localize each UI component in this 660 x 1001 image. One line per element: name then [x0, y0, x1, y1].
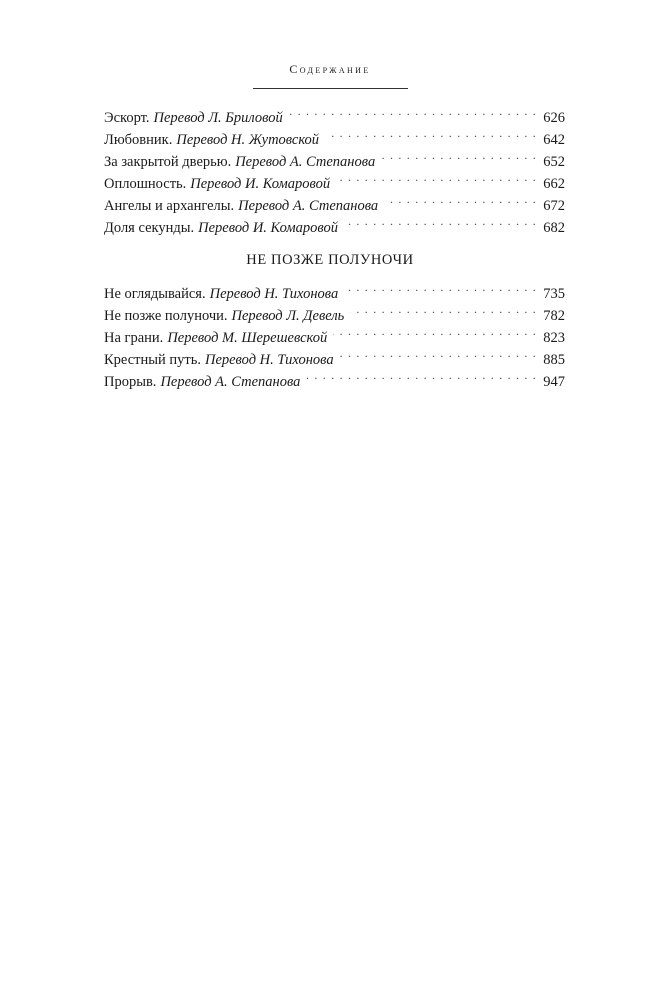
entry-title: Ангелы и архангелы. [104, 198, 235, 214]
entry-page-number: 662 [543, 176, 565, 192]
entry-translator: Перевод Л. Бриловой [153, 110, 283, 126]
entry-page-number: 823 [543, 330, 565, 346]
entry-title: Любовник. [104, 132, 173, 148]
entry-page-number: 642 [543, 132, 565, 148]
running-head [0, 62, 660, 77]
entry-title: На грани. [104, 330, 164, 346]
entry-translator: Перевод А. Степанова [235, 154, 376, 170]
running-head-text: Содержание [289, 62, 371, 76]
entry-translator: Перевод А. Степанова [160, 374, 301, 390]
toc-entry[interactable] [104, 100, 565, 126]
toc-part-1 [104, 100, 565, 236]
entry-translator: Перевод Н. Тихонова [204, 352, 334, 368]
entry-page-number: 782 [543, 308, 565, 324]
dot-leader [289, 100, 537, 122]
section-title: НЕ ПОЗЖЕ ПОЛУНОЧИ [246, 252, 414, 268]
entry-translator: Перевод И. Комаровой [190, 176, 331, 192]
entry-translator: Перевод А. Степанова [238, 198, 379, 214]
entry-translator: Перевод Н. Жутовской [176, 132, 320, 148]
dot-leader [344, 276, 537, 298]
dot-leader [340, 342, 537, 364]
entry-page-number: 652 [543, 154, 565, 170]
toc-entry[interactable] [104, 276, 565, 302]
entry-page-number: 682 [543, 220, 565, 236]
toc-part-2 [104, 276, 565, 390]
entry-page-number: 626 [543, 110, 565, 126]
entry-page-number: 947 [543, 374, 565, 390]
entry-title: Не оглядывайся. [104, 286, 206, 302]
entry-title: Эскорт. [104, 110, 150, 126]
entry-translator: Перевод Л. Девель [231, 308, 345, 324]
entry-translator: Перевод И. Комаровой [198, 220, 338, 236]
entry-page-number: 672 [543, 198, 565, 214]
entry-title: Крестный путь. [104, 352, 201, 368]
dot-leader [344, 210, 537, 232]
entry-title: Оплошность. [104, 176, 187, 192]
dot-leader [333, 320, 537, 342]
dot-leader [336, 166, 537, 188]
dot-leader [306, 364, 537, 386]
dot-leader [350, 298, 537, 320]
dot-leader [381, 144, 537, 166]
entry-translator: Перевод Н. Тихонова [209, 286, 339, 302]
entry-page-number: 735 [543, 286, 565, 302]
toc-entry[interactable] [104, 144, 565, 170]
entry-title: Прорыв. [104, 374, 157, 390]
dot-leader [384, 188, 537, 210]
entry-title: Доля секунды. [104, 220, 195, 236]
dot-leader [325, 122, 537, 144]
entry-translator: Перевод М. Шерешевской [167, 330, 328, 346]
entry-page-number: 885 [543, 352, 565, 368]
entry-title: За закрытой дверью. [104, 154, 232, 170]
entry-title: Не позже полуночи. [104, 308, 228, 324]
running-head-rule [253, 88, 408, 89]
